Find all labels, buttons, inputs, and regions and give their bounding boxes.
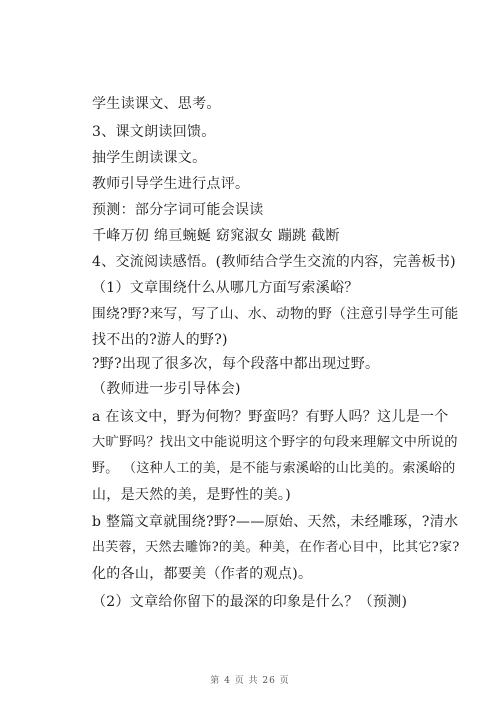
text-line: （2）文章给你留下的最深的印象是什么？（预测) (92, 594, 408, 610)
text-line: （1）文章围绕什么从哪几方面写索溪峪？ (92, 280, 359, 296)
text-line: 找不出的?游人的野?) (92, 332, 228, 348)
text-line: （教师进一步引导体会) (92, 381, 241, 397)
text-line: 学生读课文、思考。 (92, 96, 221, 112)
text-line: b 整篇文章就围绕?野?——原始、天然，未经雕琢，?清水 (92, 514, 459, 530)
text-line: 预测：部分字词可能会误读 (92, 202, 264, 218)
text-line: ?野?出现了很多次，每个段落中都出现过野。 (92, 356, 380, 372)
text-line: 抽学生朗读课文。 (92, 150, 207, 166)
text-line: 围绕?野?来写，写了山、水、动物的野（注意引导学生可能 (92, 306, 459, 322)
text-line: 化的各山，都要美（作者的观点)。 (92, 566, 313, 582)
text-line: 千峰万仞 绵亘蜿蜒 窈窕淑女 蹦跳 截断 (92, 228, 340, 244)
page-number-footer: 第 4 页 共 26 页 (210, 676, 290, 686)
text-line: 出芙蓉，天然去雕饰?的美。种美，在作者心目中，比其它?家? (92, 540, 460, 555)
text-line: 山，是天然的美，是野性的美。) (92, 487, 291, 503)
text-line: 3、课文朗读回馈。 (92, 124, 216, 140)
text-line: 大旷野吗？找出文中能说明这个野字的句段来理解文中所说的 (92, 435, 458, 450)
text-line: 4、交流阅读感悟。(教师结合学生交流的内容，完善板书) (92, 254, 456, 270)
text-line: a 在该文中，野为何物？野蛮吗？有野人吗？这儿是一个 (92, 409, 449, 425)
text-line: 教师引导学生进行点评。 (92, 176, 250, 192)
text-line: 野。 （这种人工的美，是不能与索溪峪的山比美的。索溪峪的 (92, 461, 456, 476)
